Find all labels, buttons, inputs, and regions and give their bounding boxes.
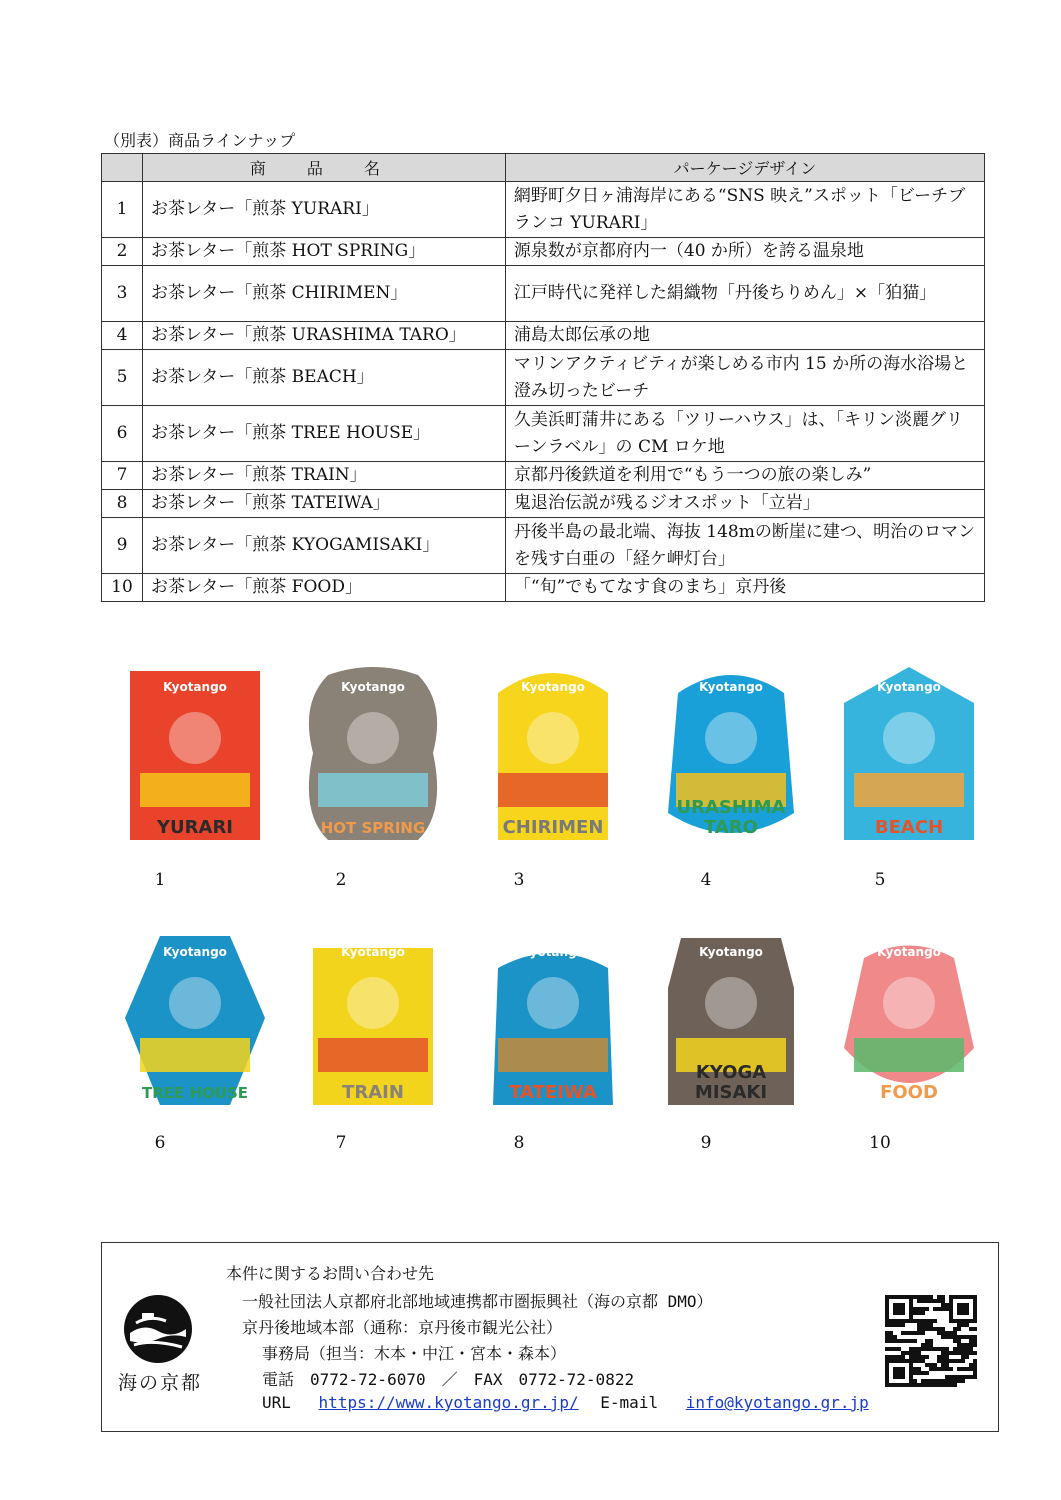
product-name: お茶レター「煎茶 HOT SPRING」 (142, 238, 505, 266)
package-title: MISAKI (694, 1082, 768, 1103)
package-illustration (478, 928, 628, 1113)
package-motif (169, 977, 221, 1029)
package-title: YURARI (157, 817, 233, 838)
design-description: 浦島太郎伝承の地 (505, 322, 984, 350)
package-illustration (120, 663, 270, 848)
row-number: 10 (102, 574, 143, 602)
row-number: 3 (102, 266, 143, 322)
package-title: CHIRIMEN (502, 817, 604, 838)
design-description: 鬼退治伝説が残るジオスポット「立岩」 (505, 490, 984, 518)
product-name: お茶レター「煎茶 TATEIWA」 (142, 490, 505, 518)
package-accent-band (140, 1038, 250, 1072)
package-motif (347, 712, 399, 764)
package-motif (347, 977, 399, 1029)
contact-office: 事務局（担当：木本・中江・宮本・森本） (262, 1344, 567, 1363)
package-illustration (478, 663, 628, 848)
contact-box (101, 1242, 999, 1432)
product-name: お茶レター「煎茶 YURARI」 (142, 182, 505, 238)
package-brand: Kyotango (877, 945, 941, 959)
package-title: FOOD (880, 1082, 938, 1103)
package-illustration (834, 663, 984, 848)
package-title: TATEIWA (509, 1082, 597, 1103)
design-description: 久美浜町蒲井にある「ツリーハウス」は、「キリン淡麗グリーンラベル」の CM ロケ地 (505, 406, 984, 462)
product-name: お茶レター「煎茶 TREE HOUSE」 (142, 406, 505, 462)
design-description: 京都丹後鉄道を利用で“もう一つの旅の楽しみ” (505, 462, 984, 490)
package-brand: Kyotango (877, 680, 941, 694)
package-number: 5 (874, 870, 886, 890)
package-illustration (120, 928, 270, 1113)
row-number: 4 (102, 322, 143, 350)
package-accent-band (498, 1038, 608, 1072)
package-accent-band (318, 773, 428, 807)
contact-org: 一般社団法人京都府北部地域連携都市圏振興社（海の京都 DMO） (242, 1292, 713, 1311)
header-package-design: パーケージデザイン (505, 154, 984, 182)
design-description: 江戸時代に発祥した絹織物「丹後ちりめん」×「狛猫」 (505, 266, 984, 322)
package-title: TREE HOUSE (141, 1084, 249, 1102)
product-lineup-table (101, 153, 985, 602)
package-title: KYOGA (695, 1062, 767, 1083)
qr-code[interactable] (885, 1295, 977, 1387)
package-accent-band (318, 1038, 428, 1072)
package-motif (705, 977, 757, 1029)
package-brand: Kyotango (341, 945, 405, 959)
table-row (102, 266, 985, 322)
package-title: HOT SPRING (320, 819, 426, 837)
logo-text: 海の京都 (118, 1372, 203, 1394)
table-row (102, 518, 985, 574)
table-row (102, 490, 985, 518)
design-description: 源泉数が京都府内一（40 か所）を誇る温泉地 (505, 238, 984, 266)
row-number: 2 (102, 238, 143, 266)
package-brand: Kyotango (163, 945, 227, 959)
row-number: 6 (102, 406, 143, 462)
package-brand: Kyotango (699, 680, 763, 694)
product-name: お茶レター「煎茶 URASHIMA TARO」 (142, 322, 505, 350)
package-brand: Kyotango (341, 680, 405, 694)
package-accent-band (854, 773, 964, 807)
website-link[interactable]: https://www.kyotango.gr.jp/ (318, 1393, 579, 1412)
row-number: 1 (102, 182, 143, 238)
design-description: 丹後半島の最北端、海抜 148mの断崖に建つ、明治のロマンを残す白亜の「経ケ岬灯台」 (505, 518, 984, 574)
table-row (102, 238, 985, 266)
row-number: 5 (102, 350, 143, 406)
package-number: 7 (335, 1133, 347, 1153)
package-illustration (298, 663, 448, 848)
product-name: お茶レター「煎茶 FOOD」 (142, 574, 505, 602)
package-brand: Kyotango (699, 945, 763, 959)
url-label: URL (262, 1393, 291, 1412)
package-illustration (656, 928, 806, 1113)
package-number: 8 (513, 1133, 525, 1153)
contact-branch: 京丹後地域本部（通称：京丹後市観光公社） (242, 1318, 563, 1337)
package-number: 10 (869, 1133, 891, 1153)
contact-heading: 本件に関するお問い合わせ先 (226, 1264, 435, 1283)
product-name: お茶レター「煎茶 CHIRIMEN」 (142, 266, 505, 322)
package-title: TARO (704, 817, 758, 838)
package-motif (883, 977, 935, 1029)
row-number: 8 (102, 490, 143, 518)
table-row (102, 574, 985, 602)
design-description: マリンアクティビティが楽しめる市内 15 か所の海水浴場と澄み切ったビーチ (505, 350, 984, 406)
package-number: 4 (700, 870, 712, 890)
email-link[interactable]: info@kyotango.gr.jp (685, 1393, 869, 1412)
product-name: お茶レター「煎茶 BEACH」 (142, 350, 505, 406)
package-brand: Kyotango (163, 680, 227, 694)
package-number: 6 (154, 1133, 166, 1153)
table-row (102, 462, 985, 490)
table-row (102, 322, 985, 350)
package-accent-band (140, 773, 250, 807)
package-brand: Kyotango (521, 680, 585, 694)
package-motif (169, 712, 221, 764)
package-illustration (834, 928, 984, 1113)
package-illustration (656, 663, 806, 848)
table-caption: （別表）商品ラインナップ (104, 131, 296, 150)
umi-no-kyoto-logo (122, 1293, 194, 1365)
design-description: 「“旬”でもてなす食のまち」京丹後 (505, 574, 984, 602)
email-label: E-mail (600, 1393, 659, 1412)
header-product-name: 商 品 名 (142, 154, 505, 182)
package-number: 2 (335, 870, 347, 890)
header-no (102, 154, 143, 182)
package-motif (705, 712, 757, 764)
row-number: 7 (102, 462, 143, 490)
table-row (102, 350, 985, 406)
product-name: お茶レター「煎茶 TRAIN」 (142, 462, 505, 490)
package-motif (527, 977, 579, 1029)
product-name: お茶レター「煎茶 KYOGAMISAKI」 (142, 518, 505, 574)
package-title: URASHIMA (676, 797, 786, 818)
table-row (102, 406, 985, 462)
package-title: BEACH (874, 817, 944, 838)
package-motif (527, 712, 579, 764)
package-brand: Kyotango (521, 945, 585, 959)
table-row (102, 182, 985, 238)
package-accent-band (498, 773, 608, 807)
package-motif (883, 712, 935, 764)
contact-phone: 電話 0772-72-6070 ／ FAX 0772-72-0822 (262, 1370, 635, 1389)
package-illustration (298, 928, 448, 1113)
row-number: 9 (102, 518, 143, 574)
package-title: TRAIN (342, 1082, 404, 1103)
package-number: 3 (513, 870, 525, 890)
design-description: 網野町夕日ヶ浦海岸にある“SNS 映え”スポット「ビーチブランコ YURARI」 (505, 182, 984, 238)
package-accent-band (854, 1038, 964, 1072)
package-number: 1 (154, 870, 166, 890)
package-number: 9 (700, 1133, 712, 1153)
